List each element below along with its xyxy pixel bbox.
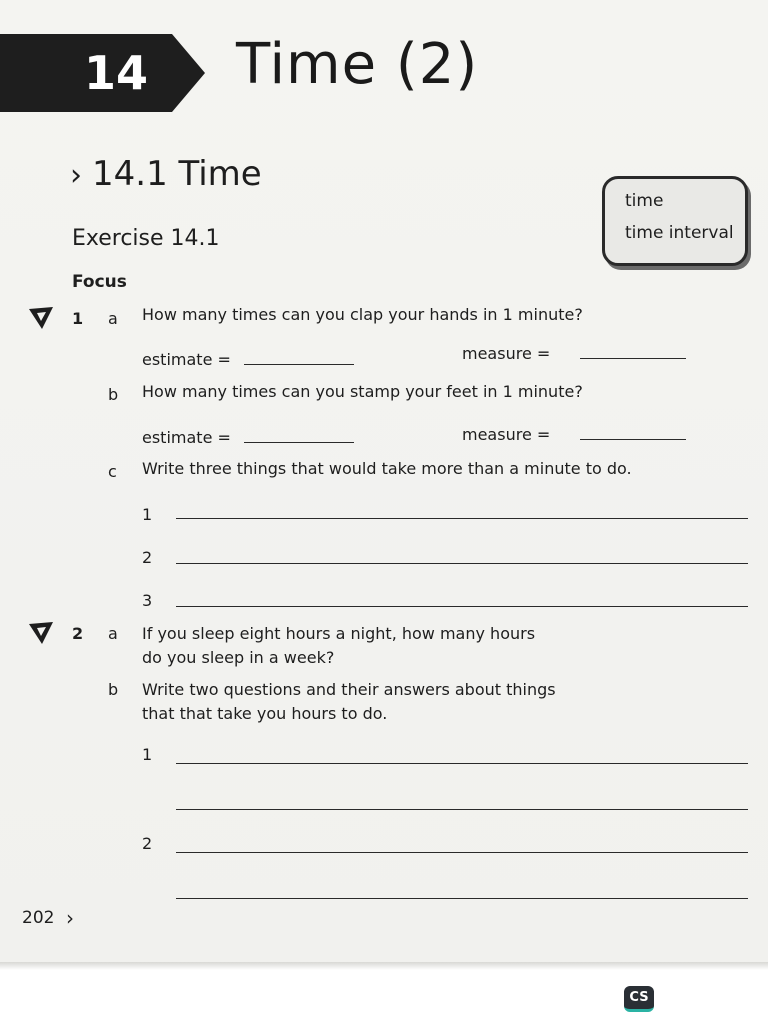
question-1b-text: How many times can you stamp your feet in 1 minute?: [142, 382, 583, 401]
estimate-blank-1b[interactable]: [244, 442, 354, 443]
estimate-blank-1a[interactable]: [244, 364, 354, 365]
question-1c-text: Write three things that would take more than a minute to do.: [142, 459, 632, 478]
answer-line-number: 3: [142, 591, 153, 610]
measure-blank-1b[interactable]: [580, 439, 686, 440]
question-2-number: 2: [72, 624, 84, 643]
measure-label-1a: measure =: [462, 344, 551, 363]
section-heading: [70, 154, 262, 194]
estimate-label-1a: estimate =: [142, 350, 231, 369]
question-1b-letter: b: [108, 385, 119, 404]
answer-line[interactable]: [176, 518, 748, 519]
focus-arrow-icon: [28, 305, 54, 331]
answer-line[interactable]: [176, 898, 748, 899]
vocabulary-box: [602, 176, 748, 266]
answer-line-number: 2: [142, 548, 153, 567]
question-2b-text-line2: that that take you hours to do.: [142, 704, 388, 723]
focus-arrow-icon: [28, 620, 54, 646]
focus-label: Focus: [72, 272, 127, 292]
question-1-number: 1: [72, 309, 84, 328]
answer-line-number: 2: [142, 834, 153, 853]
vocab-word-time: time: [625, 191, 664, 211]
vocab-word-time-interval: time interval: [625, 223, 734, 243]
answer-line[interactable]: [176, 563, 748, 564]
question-1a-text: How many times can you clap your hands in 1 minute?: [142, 305, 583, 324]
chevron-right-icon: ›: [70, 158, 82, 193]
section-title: 14.1 Time: [92, 154, 262, 194]
measure-label-1b: measure =: [462, 425, 551, 444]
question-2b-letter: b: [108, 680, 119, 699]
page-edge: [0, 962, 768, 970]
answer-line[interactable]: [176, 852, 748, 853]
question-2a-text-line1: If you sleep eight hours a night, how many hours: [142, 624, 536, 643]
answer-line[interactable]: [176, 809, 748, 810]
question-1a-letter: a: [108, 309, 118, 328]
measure-blank-1a[interactable]: [580, 358, 686, 359]
answer-line-number: 1: [142, 745, 153, 764]
chapter-title: Time (2): [236, 32, 479, 97]
question-2a-letter: a: [108, 624, 118, 643]
chapter-number: 14: [83, 46, 148, 100]
question-1c-letter: c: [108, 462, 117, 481]
answer-line-number: 1: [142, 505, 153, 524]
scanner-logo: CS: [624, 986, 654, 1012]
page-number: 202: [22, 908, 55, 928]
question-2a-text-line2: do you sleep in a week?: [142, 648, 335, 667]
estimate-label-1b: estimate =: [142, 428, 231, 447]
chevron-right-icon: ›: [66, 906, 74, 930]
question-2b-text-line1: Write two questions and their answers about things: [142, 680, 556, 699]
answer-line[interactable]: [176, 606, 748, 607]
exercise-title: Exercise 14.1: [72, 226, 220, 251]
answer-line[interactable]: [176, 763, 748, 764]
